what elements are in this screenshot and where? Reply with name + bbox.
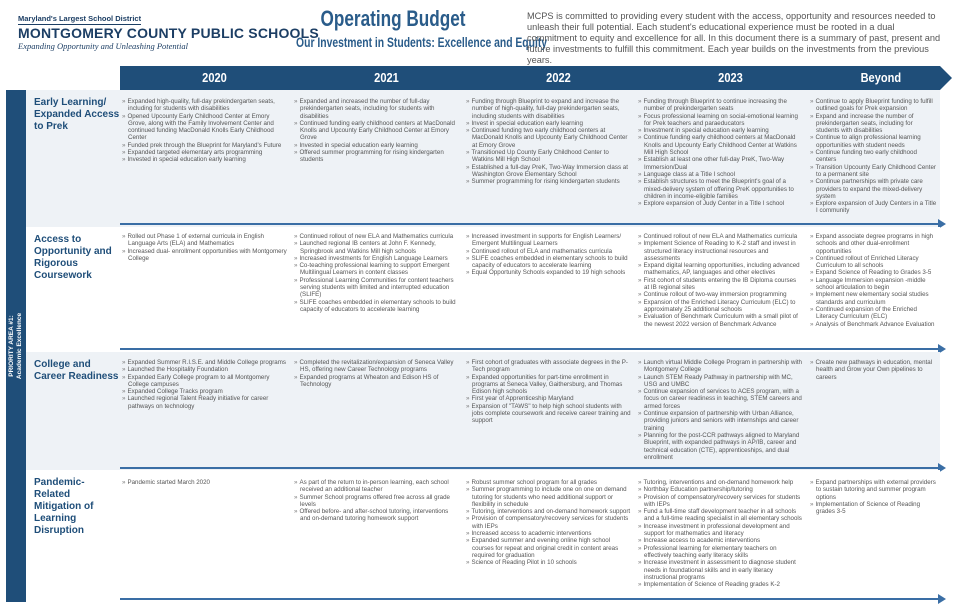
bullet-item: » Implementation of Science of Reading grades K-2 <box>638 581 803 588</box>
bullet-item: » Provision of compensatory/recovery services for students with IEPs <box>466 515 631 530</box>
bullet-item: » Increase investment in assessment to diagnose student needs in foundational skills and in early literacy instructional programs <box>638 559 803 581</box>
cell-2021 <box>290 359 462 388</box>
bullet-item: » Completed the revitalization/expansion of Seneca Valley HS, offering new Career Technology programs <box>294 359 459 374</box>
bullet-item: » Provision of compensatory/recovery services for students with IEPs <box>638 494 803 509</box>
bullet-item: » Increased dual- enrollment opportunities with Montgomery College <box>122 248 287 263</box>
bullet-item: » Continue partnerships with private care providers to expand the mixed-delivery system <box>810 178 937 200</box>
bullet-item: » Continue expansion of services to ACES program, with a focus on career readiness in teaching, STEM careers and armed forces <box>638 388 803 410</box>
year-header-2021: 2021 <box>373 70 399 85</box>
bullet-item: » Expanded and increased the number of full-day prekindergarten seats, including for students with disabilities <box>294 98 459 120</box>
bullet-item: » Evaluation of Benchmark Curriculum with a small pilot of the newest 2022 version of Benchmark Advance <box>638 313 803 328</box>
bullet-item: » Focus professional learning on social-emotional learning for Prek teachers and paraeducators <box>638 113 803 128</box>
bullet-item: » Offered summer programming for rising kindergarten students <box>294 149 459 164</box>
bullet-item: » Summer programming to include one on one on demand tutoring for students who need additional support or flexibility in schedule <box>466 486 631 508</box>
bullet-item: » Language class at a Title I school <box>638 171 803 178</box>
bullet-item: » Expand partnerships with external providers to sustain tutoring and summer program options <box>810 479 937 501</box>
bullet-item: » As part of the return to in-person learning, each school received an additional teacher <box>294 479 459 494</box>
bullet-item: » Continued funding two early childhood centers at MacDonald Knolls and Upcounty Early Childhood Center at Emory Grove <box>466 127 631 149</box>
bullet-item: » Implement new elementary social studies standards and curriculum <box>810 291 937 306</box>
bullet-item: » Increase access to academic interventions <box>638 537 803 544</box>
timeline-arrow <box>120 348 940 350</box>
bullet-item: » Expanded targeted elementary arts programming <box>122 149 287 156</box>
district-label: Maryland's Largest School District <box>18 14 142 23</box>
cell-2023 <box>634 233 806 328</box>
bullet-item: » Continued rollout of Enriched Literacy Curriculum to all schools <box>810 255 937 270</box>
bullet-item: » Expanded Summer R.I.S.E. and Middle College programs <box>122 359 287 366</box>
bullet-item: » Planning for the post-CCR pathways aligned to Maryland Blueprint, with expanded pathways in AP/IB, career and technical education (CTE), apprenticeships, and dual enrollment <box>638 432 803 461</box>
bullet-item: » Expanded opportunities for part-time enrollment in programs at Seneca Valley, Gaithersburg, and Thomas Edison high schools <box>466 374 631 396</box>
bullet-item: » Increased investments for English Language Learners <box>294 255 459 262</box>
bullet-item: » Rolled out Phase 1 of external curricula in English Language Arts (ELA) and Mathematics <box>122 233 287 248</box>
cell-beyond <box>806 479 940 515</box>
bullet-item: » Offered before- and after-school tutoring, interventions and on-demand tutoring homework support <box>294 508 459 523</box>
bullet-item: » SLIFE coaches embedded in elementary schools to build capacity of educators to accelerate learning <box>466 255 631 270</box>
tagline: Expanding Opportunity and Unleashing Potential <box>18 41 188 51</box>
bullet-item: » Expanded high-quality, full-day prekindergarten seats, including for students with disabilities <box>122 98 287 113</box>
cell-2020 <box>118 233 290 262</box>
bullet-item: » Tutoring, interventions and on-demand homework support <box>466 508 631 515</box>
bullet-item: » Invested in special education early learning <box>294 142 459 149</box>
page-title: Operating Budget <box>320 6 466 31</box>
year-header-beyond: Beyond <box>860 70 902 85</box>
bullet-item: » SLIFE coaches embedded in elementary schools to build capacity of educators to accelerate learning <box>294 299 459 314</box>
bullet-item: » Summer School programs offered free across all grade levels <box>294 494 459 509</box>
bullet-item: » Expansion of "TAWS" to help high school students with jobs complete coursework and receive career training and support <box>466 403 631 425</box>
bullet-item: » Pandemic started March 2020 <box>122 479 287 486</box>
bullet-item: » Professional learning for elementary teachers on effectively teaching early literacy skills <box>638 545 803 560</box>
bullet-item: » Co-teaching professional learning to support Emergent Multilingual Learners in content classes <box>294 262 459 277</box>
org-name: MONTGOMERY COUNTY PUBLIC SCHOOLS <box>18 25 319 41</box>
bullet-item: » Expanded Early College program to all Montgomery College campuses <box>122 374 287 389</box>
bullet-item: » Northbay Education partnership/tutoring <box>638 486 803 493</box>
bullet-item: » Robust summer school program for all grades <box>466 479 631 486</box>
cell-2022 <box>462 359 634 425</box>
year-header-2020: 2020 <box>201 70 227 85</box>
bullet-item: » Expansion of the Enriched Literacy Curriculum (ELC) to approximately 25 additional schools <box>638 299 803 314</box>
bullet-item: » Equal Opportunity Schools expanded to 19 high schools <box>466 269 631 276</box>
row-access-opportunity <box>26 227 940 352</box>
bullet-item: » Funded prek through the Blueprint for Maryland's Future <box>122 142 287 149</box>
cell-beyond <box>806 98 940 215</box>
bullet-item: » Create new pathways in education, mental health and Grow your Own pipelines to careers <box>810 359 937 381</box>
cell-2021 <box>290 479 462 523</box>
cell-2020 <box>118 98 290 164</box>
bullet-item: » Continued rollout of new ELA and Mathematics curricula <box>294 233 459 240</box>
timeline-arrow <box>120 223 940 225</box>
bullet-item: » Establish structures to meet the Blueprint's goal of a mixed-delivery system of offering PreK opportunities to children in income-eligible families <box>638 178 803 200</box>
bullet-item: » Continue funding two early childhood centers <box>810 149 937 164</box>
cell-2022 <box>462 98 634 186</box>
bullet-item: » Professional Learning Communities for content teachers serving students with limited and interrupted education (SLIFE) <box>294 277 459 299</box>
bullet-item: » Expanded programs at Wheaton and Edison HS of Technology <box>294 374 459 389</box>
bullet-item: » Invested in special education early learning <box>122 156 287 163</box>
intro-paragraph: MCPS is committed to providing every student with the access, opportunity and resources needed to unleash their full potential. Each student's educational experience must be rooted in a dual commitment to equity and excellence for all. In this document there is a summary of past, present and future investments to fulfill this commitment. Each year builds on the investments from the previous years. <box>527 11 941 65</box>
bullet-item: » Expand and increase the number of prekindergarten seats, including for students with disabilities <box>810 113 937 135</box>
bullet-item: » Summer programming for rising kindergarten students <box>466 178 631 185</box>
row-early-learning <box>26 90 940 227</box>
timeline-arrow <box>120 467 940 469</box>
cell-2023 <box>634 98 806 207</box>
bullet-item: » Opened Upcounty Early Childhood Center at Emory Grove, along with the Family Involvement Center and continued funding MacDonald Knolls Early Childhood Center <box>122 113 287 142</box>
bullet-item: » Analysis of Benchmark Advance Evaluation <box>810 321 937 328</box>
bullet-item: » Investment in special education early learning <box>638 127 803 134</box>
bullet-item: » Continued funding early childhood centers at MacDonald Knolls and Upcounty Early Childhood Center at Emory Grove <box>294 120 459 142</box>
row-title: Early Learning/ Expanded Access to Prek <box>34 97 120 132</box>
cell-2021 <box>290 98 462 164</box>
bullet-item: » Tutoring, interventions and on-demand homework help <box>638 479 803 486</box>
bullet-item: » First cohort of students entering the IB Diploma courses at IB regional sites <box>638 277 803 292</box>
bullet-item: » Establish at least one other full-day PreK, Two-Way Immersion/Dual <box>638 156 803 171</box>
bullet-item: » Continued rollout of new ELA and Mathematics curricula <box>638 233 803 240</box>
bullet-item: » Transitioned Up County Early Childhood Center to Watkins Mill High School <box>466 149 631 164</box>
row-title: College and Career Readiness <box>34 359 119 382</box>
bullet-item: » Launch virtual Middle College Program in partnership with Montgomery College <box>638 359 803 374</box>
bullet-item: » Continue to apply Blueprint funding to fulfill outlined goals for Prek expansion <box>810 98 937 113</box>
bullet-item: » Explore expansion of Judy Center in a Title I school <box>638 200 803 207</box>
bullet-item: » Continued expansion of the Enriched Literacy Curriculum (ELC) <box>810 306 937 321</box>
cell-2022 <box>462 233 634 277</box>
cell-2023 <box>634 479 806 588</box>
bullet-item: » Funding through Blueprint to continue increasing the number of prekindergarten seats <box>638 98 803 113</box>
bullet-item: » Fund a full-time staff development teacher in all schools and a full-time reading specialist in all elementary schools <box>638 508 803 523</box>
timeline-arrow <box>120 598 940 600</box>
row-college-career <box>26 352 940 470</box>
row-pandemic-mitigation <box>26 470 940 602</box>
bullet-item: » Expanded summer and evening online high school courses for repeat and original credit in content areas required for graduation <box>466 537 631 559</box>
year-header-2022: 2022 <box>545 70 571 85</box>
bullet-item: » Established a full-day PreK, Two-Way Immersion class at Washington Grove Elementary School <box>466 164 631 179</box>
bullet-item: » Continue funding early childhood centers at MacDonald Knolls and Upcounty Early Childhood Center at Watkins Mill High School <box>638 134 803 156</box>
bullet-item: » Increased access to academic interventions <box>466 530 631 537</box>
bullet-item: » Continue rollout of two-way immersion programming <box>638 291 803 298</box>
cell-2020 <box>118 479 290 486</box>
year-header-2023: 2023 <box>717 70 743 85</box>
cell-2023 <box>634 359 806 461</box>
bullet-item: » Implement Science of Reading to K-2 staff and invest in structured literacy instructional resources and assessments <box>638 240 803 262</box>
bullet-item: » Explore expansion of Judy Centers in a Title I community <box>810 200 937 215</box>
bullet-item: » Expanded College Tracks program <box>122 388 287 395</box>
bullet-item: » Launched the Hospitality Foundation <box>122 366 287 373</box>
bullet-item: » First year of Apprenticeship Maryland <box>466 395 631 402</box>
cell-2022 <box>462 479 634 567</box>
bullet-item: » Continue expansion of partnership with Urban Alliance, providing juniors and seniors with internships and career training <box>638 410 803 432</box>
bullet-item: » Implementation of Science of Reading grades 3-5 <box>810 501 937 516</box>
cell-beyond <box>806 359 940 381</box>
bullet-item: » Invest in special education early learning <box>466 120 631 127</box>
bullet-item: » Continue to align professional learning opportunities with student needs <box>810 134 937 149</box>
bullet-item: » First cohort of graduates with associate degrees in the P-Tech program <box>466 359 631 374</box>
bullet-item: » Language Immersion expansion -middle school articulation to begin <box>810 277 937 292</box>
bullet-item: » Launched regional IB centers at John F. Kennedy, Springbrook and Watkins Mill high schools <box>294 240 459 255</box>
bullet-item: » Expand digital learning opportunities, including advanced mathematics, AP, languages and other electives <box>638 262 803 277</box>
cell-2020 <box>118 359 290 410</box>
bullet-item: » Funding through Blueprint to expand and increase the number of high-quality, full-day prekindergarten seats, including students with disabilities <box>466 98 631 120</box>
row-title: Pandemic-Related Mitigation of Learning Disruption <box>34 477 94 536</box>
bullet-item: » Increased investment in supports for English Learners/ Emergent Multilingual Learners <box>466 233 631 248</box>
bullet-item: » Launched regional Talent Ready initiative for career pathways on technology <box>122 395 287 410</box>
bullet-item: » Expand associate degree programs in high schools and other dual-enrollment opportunities <box>810 233 937 255</box>
row-title: Access to Opportunity and Rigorous Coursework <box>34 234 112 281</box>
bullet-item: » Launch STEM Ready Pathway in partnership with MC, USG and UMBC <box>638 374 803 389</box>
bullet-item: » Transition Upcounty Early Childhood Center to a permanent site <box>810 164 937 179</box>
cell-beyond <box>806 233 940 328</box>
priority-area-label: PRIORITY AREA #1: Academic Excellence <box>8 312 23 380</box>
bullet-item: » Expand Science of Reading to Grades 3-5 <box>810 269 937 276</box>
page-subtitle: Our Investment in Students: Excellence and Equity <box>296 34 548 50</box>
bullet-item: » Science of Reading Pilot in 10 schools <box>466 559 631 566</box>
cell-2021 <box>290 233 462 313</box>
bullet-item: » Increase investment in professional development and support for mathematics and literacy <box>638 523 803 538</box>
bullet-item: » Continued rollout of ELA and mathematics curricula <box>466 248 631 255</box>
